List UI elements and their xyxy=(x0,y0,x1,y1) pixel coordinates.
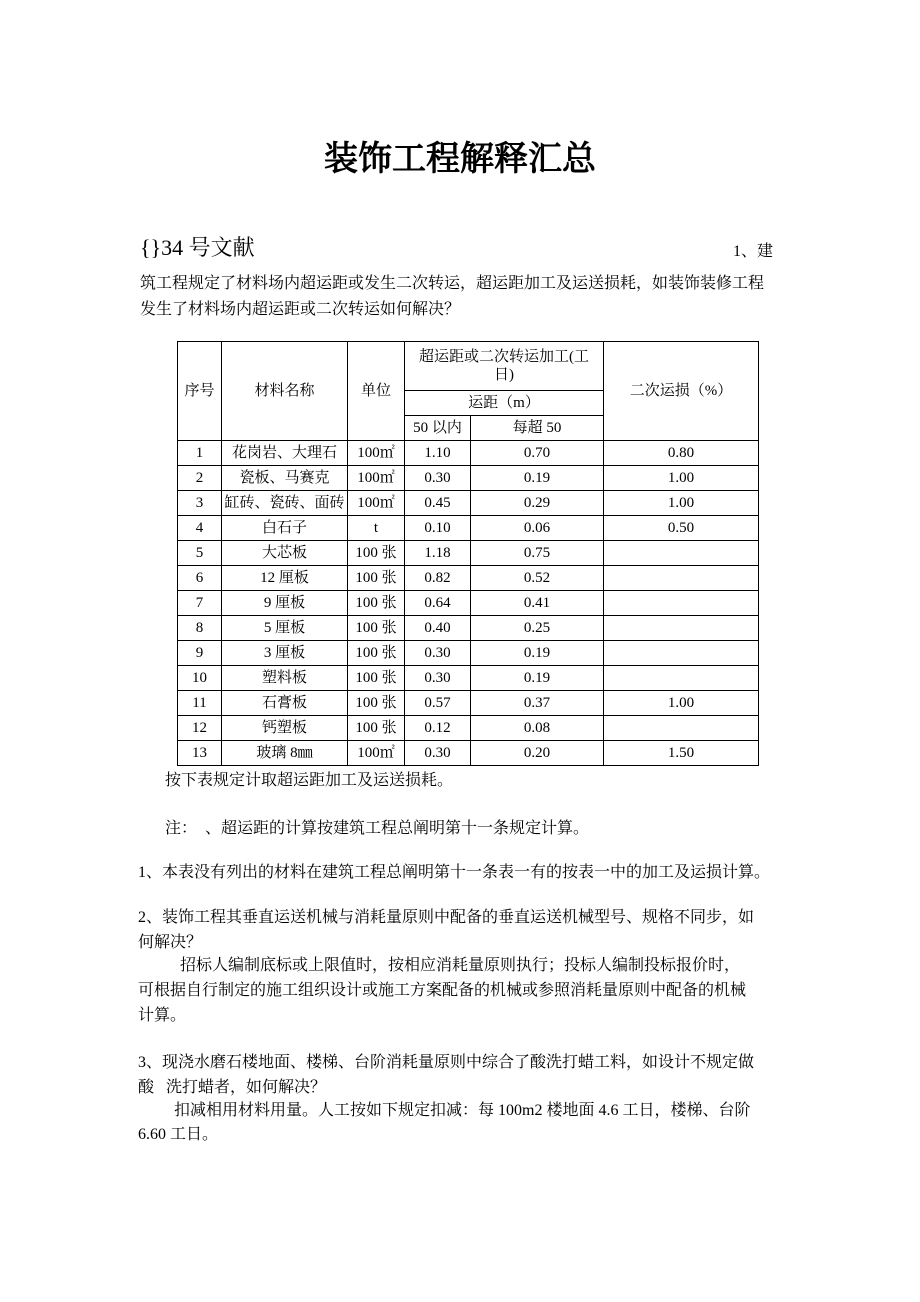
section-right-text: 1、建 xyxy=(733,243,774,260)
cell-per-50: 0.19 xyxy=(471,641,604,666)
header-loss: 二次运损（%） xyxy=(604,342,759,441)
table-row xyxy=(178,491,759,516)
cell-within-50: 0.30 xyxy=(405,741,471,766)
header-name: 材料名称 xyxy=(222,342,348,441)
cell-per-50: 0.19 xyxy=(471,666,604,691)
cell-material: 花岗岩、大理石 xyxy=(222,441,348,466)
cell-no: 7 xyxy=(178,591,222,616)
cell-no: 9 xyxy=(178,641,222,666)
item-2-line-2: 何解决？ xyxy=(138,934,203,951)
cell-within-50: 0.45 xyxy=(405,491,471,516)
cell-unit: 100㎡ xyxy=(348,491,405,516)
cell-loss: 1.50 xyxy=(604,741,759,766)
cell-within-50: 0.12 xyxy=(405,716,471,741)
cell-per-50: 0.37 xyxy=(471,691,604,716)
answer-3-line-2: 6.60 工日。 xyxy=(138,1126,219,1143)
cell-loss xyxy=(604,666,759,691)
header-group: 超运距或二次转运加工(工日) xyxy=(405,342,604,391)
table-row xyxy=(178,641,759,666)
cell-unit: 100 张 xyxy=(348,566,405,591)
cell-no: 1 xyxy=(178,441,222,466)
cell-loss xyxy=(604,716,759,741)
cell-per-50: 0.25 xyxy=(471,616,604,641)
cell-per-50: 0.19 xyxy=(471,466,604,491)
cell-loss: 0.80 xyxy=(604,441,759,466)
cell-no: 2 xyxy=(178,466,222,491)
intro-line-2: 发生了材料场内超运距或二次转运如何解决？ xyxy=(140,301,461,318)
cell-unit: 100 张 xyxy=(348,616,405,641)
cell-loss xyxy=(604,591,759,616)
cell-within-50: 0.57 xyxy=(405,691,471,716)
cell-no: 13 xyxy=(178,741,222,766)
transport-table xyxy=(177,341,759,766)
answer-2-line-2: 可根据自行制定的施工组织设计或施工方案配备的机械或参照消耗量原则中配备的机械 xyxy=(138,982,747,999)
cell-unit: 100 张 xyxy=(348,691,405,716)
header-distance: 运距（m） xyxy=(405,391,604,416)
cell-unit: 100㎡ xyxy=(348,741,405,766)
cell-unit: 100 张 xyxy=(348,591,405,616)
cell-per-50: 0.52 xyxy=(471,566,604,591)
cell-within-50: 0.30 xyxy=(405,641,471,666)
table-row xyxy=(178,741,759,766)
cell-no: 5 xyxy=(178,541,222,566)
cell-no: 8 xyxy=(178,616,222,641)
cell-loss xyxy=(604,541,759,566)
item-1: 1、本表没有列出的材料在建筑工程总阐明第十一条表一有的按表一中的加工及运损计算。 xyxy=(138,864,771,881)
header-within-50: 50 以内 xyxy=(405,416,471,441)
cell-within-50: 0.30 xyxy=(405,666,471,691)
intro-line-1: 筑工程规定了材料场内超运距或发生二次转运，超运距加工及运送损耗，如装饰装修工程 xyxy=(140,275,765,292)
cell-per-50: 0.08 xyxy=(471,716,604,741)
cell-material: 3 厘板 xyxy=(222,641,348,666)
cell-within-50: 1.10 xyxy=(405,441,471,466)
cell-loss: 1.00 xyxy=(604,491,759,516)
cell-per-50: 0.06 xyxy=(471,516,604,541)
section-heading: {}34 号文献 xyxy=(140,235,255,260)
cell-within-50: 0.82 xyxy=(405,566,471,591)
cell-material: 12 厘板 xyxy=(222,566,348,591)
cell-unit: 100㎡ xyxy=(348,441,405,466)
cell-no: 10 xyxy=(178,666,222,691)
cell-material: 9 厘板 xyxy=(222,591,348,616)
answer-2-line-3: 计算。 xyxy=(138,1007,187,1024)
table-row xyxy=(178,516,759,541)
cell-material: 玻璃 8㎜ xyxy=(222,741,348,766)
cell-unit: t xyxy=(348,516,405,541)
cell-material: 缸砖、瓷砖、面砖 xyxy=(222,491,348,516)
cell-loss: 1.00 xyxy=(604,691,759,716)
item-3-line-2: 酸 洗打蜡者，如何解决？ xyxy=(138,1079,327,1096)
cell-unit: 100 张 xyxy=(348,716,405,741)
cell-unit: 100 张 xyxy=(348,541,405,566)
table-row xyxy=(178,441,759,466)
cell-material: 5 厘板 xyxy=(222,616,348,641)
cell-loss xyxy=(604,616,759,641)
cell-within-50: 0.40 xyxy=(405,616,471,641)
cell-material: 石膏板 xyxy=(222,691,348,716)
document-title: 装饰工程解释汇总 xyxy=(324,141,596,178)
table-row xyxy=(178,541,759,566)
table-row xyxy=(178,466,759,491)
cell-within-50: 0.10 xyxy=(405,516,471,541)
header-no: 序号 xyxy=(178,342,222,441)
cell-per-50: 0.75 xyxy=(471,541,604,566)
cell-material: 白石子 xyxy=(222,516,348,541)
cell-per-50: 0.29 xyxy=(471,491,604,516)
cell-material: 瓷板、马赛克 xyxy=(222,466,348,491)
cell-loss: 1.00 xyxy=(604,466,759,491)
cell-loss xyxy=(604,566,759,591)
table-row xyxy=(178,716,759,741)
note: 注： 、超运距的计算按建筑工程总阐明第十一条规定计算。 xyxy=(165,820,590,837)
cell-no: 12 xyxy=(178,716,222,741)
cell-within-50: 0.30 xyxy=(405,466,471,491)
cell-unit: 100㎡ xyxy=(348,466,405,491)
cell-loss xyxy=(604,641,759,666)
cell-unit: 100 张 xyxy=(348,641,405,666)
header-unit: 单位 xyxy=(348,342,405,441)
answer-3-line-1: 扣减相用材料用量。人工按如下规定扣减：每 100m2 楼地面 4.6 工日，楼梯、台阶 xyxy=(174,1102,751,1119)
cell-no: 3 xyxy=(178,491,222,516)
answer-2-line-1: 招标人编制底标或上限值时，按相应消耗量原则执行；投标人编制投标报价时， xyxy=(180,957,741,974)
cell-no: 6 xyxy=(178,566,222,591)
table-row xyxy=(178,566,759,591)
cell-material: 大芯板 xyxy=(222,541,348,566)
cell-material: 塑料板 xyxy=(222,666,348,691)
cell-per-50: 0.41 xyxy=(471,591,604,616)
cell-no: 11 xyxy=(178,691,222,716)
cell-within-50: 1.18 xyxy=(405,541,471,566)
after-table-text: 按下表规定计取超运距加工及运送损耗。 xyxy=(165,772,454,789)
table-row xyxy=(178,591,759,616)
cell-no: 4 xyxy=(178,516,222,541)
cell-material: 钙塑板 xyxy=(222,716,348,741)
table-row xyxy=(178,666,759,691)
cell-unit: 100 张 xyxy=(348,666,405,691)
item-3-line-1: 3、现浇水磨石楼地面、楼梯、台阶消耗量原则中综合了酸洗打蜡工料，如设计不规定做 xyxy=(138,1054,755,1071)
table-row xyxy=(178,616,759,641)
cell-loss: 0.50 xyxy=(604,516,759,541)
table-row xyxy=(178,691,759,716)
cell-within-50: 0.64 xyxy=(405,591,471,616)
cell-per-50: 0.70 xyxy=(471,441,604,466)
item-2-line-1: 2、装饰工程其垂直运送机械与消耗量原则中配备的垂直运送机械型号、规格不同步，如 xyxy=(138,909,755,926)
header-per-50: 每超 50 xyxy=(471,416,604,441)
cell-per-50: 0.20 xyxy=(471,741,604,766)
